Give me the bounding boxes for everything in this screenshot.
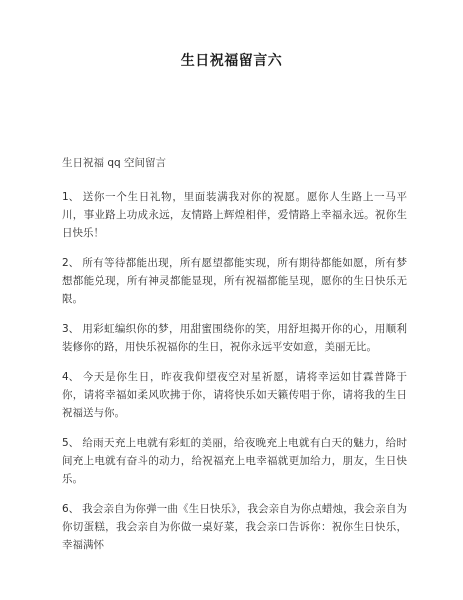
entry-3 xyxy=(62,320,407,356)
entry-text: 今天是你生日，昨夜我仰望夜空对星祈愿，请将幸运如甘霖普降于你，请将幸福如柔风吹拂于你，请将快乐如天籁传唱于你，请将我的生日祝福送与你。 xyxy=(62,370,407,419)
entry-text: 我会亲自为你弹一曲《生日快乐》，我会亲自为你点蜡烛，我会亲自为你切蛋糕，我会亲自为你做一桌好菜，我会亲口告诉你：祝你生日快乐，幸福满怀 xyxy=(62,502,407,551)
entry-number: 2、 xyxy=(62,256,80,269)
entry-number: 1、 xyxy=(62,190,80,203)
entry-text: 送你一个生日礼物，里面装满我对你的祝愿。愿你人生路上一马平川，事业路上功成永远，友情路上辉煌相伴，爱情路上幸福永远。祝你生日快乐！ xyxy=(62,190,407,239)
entry-number: 3、 xyxy=(62,322,80,335)
entry-5 xyxy=(62,434,407,488)
document-title: 生日祝福留言六 xyxy=(180,53,283,69)
entry-1 xyxy=(62,188,407,242)
entry-text: 用彩虹编织你的梦，用甜蜜围绕你的笑，用舒坦揭开你的心，用顺利装修你的路，用快乐祝福你的生日，祝你永远平安如意，美丽无比。 xyxy=(62,322,407,353)
entry-4 xyxy=(62,368,407,422)
entry-text: 所有等待都能出现，所有愿望都能实现，所有期待都能如愿，所有梦想都能兑现，所有神灵都能显现，所有祝福都能呈现，愿你的生日快乐无限。 xyxy=(62,256,407,305)
entry-list xyxy=(62,177,407,566)
entry-number: 4、 xyxy=(62,370,80,383)
entry-number: 6、 xyxy=(62,502,80,515)
entry-text: 给雨天充上电就有彩虹的美丽，给夜晚充上电就有白天的魅力，给时间充上电就有奋斗的动力，给祝福充上电幸福就更加给力，朋友，生日快乐。 xyxy=(62,436,407,485)
entry-number: 5、 xyxy=(62,436,80,449)
document-subtitle: 生日祝福 qq 空间留言 xyxy=(62,157,167,169)
entry-2 xyxy=(62,254,407,308)
entry-6 xyxy=(62,500,407,554)
